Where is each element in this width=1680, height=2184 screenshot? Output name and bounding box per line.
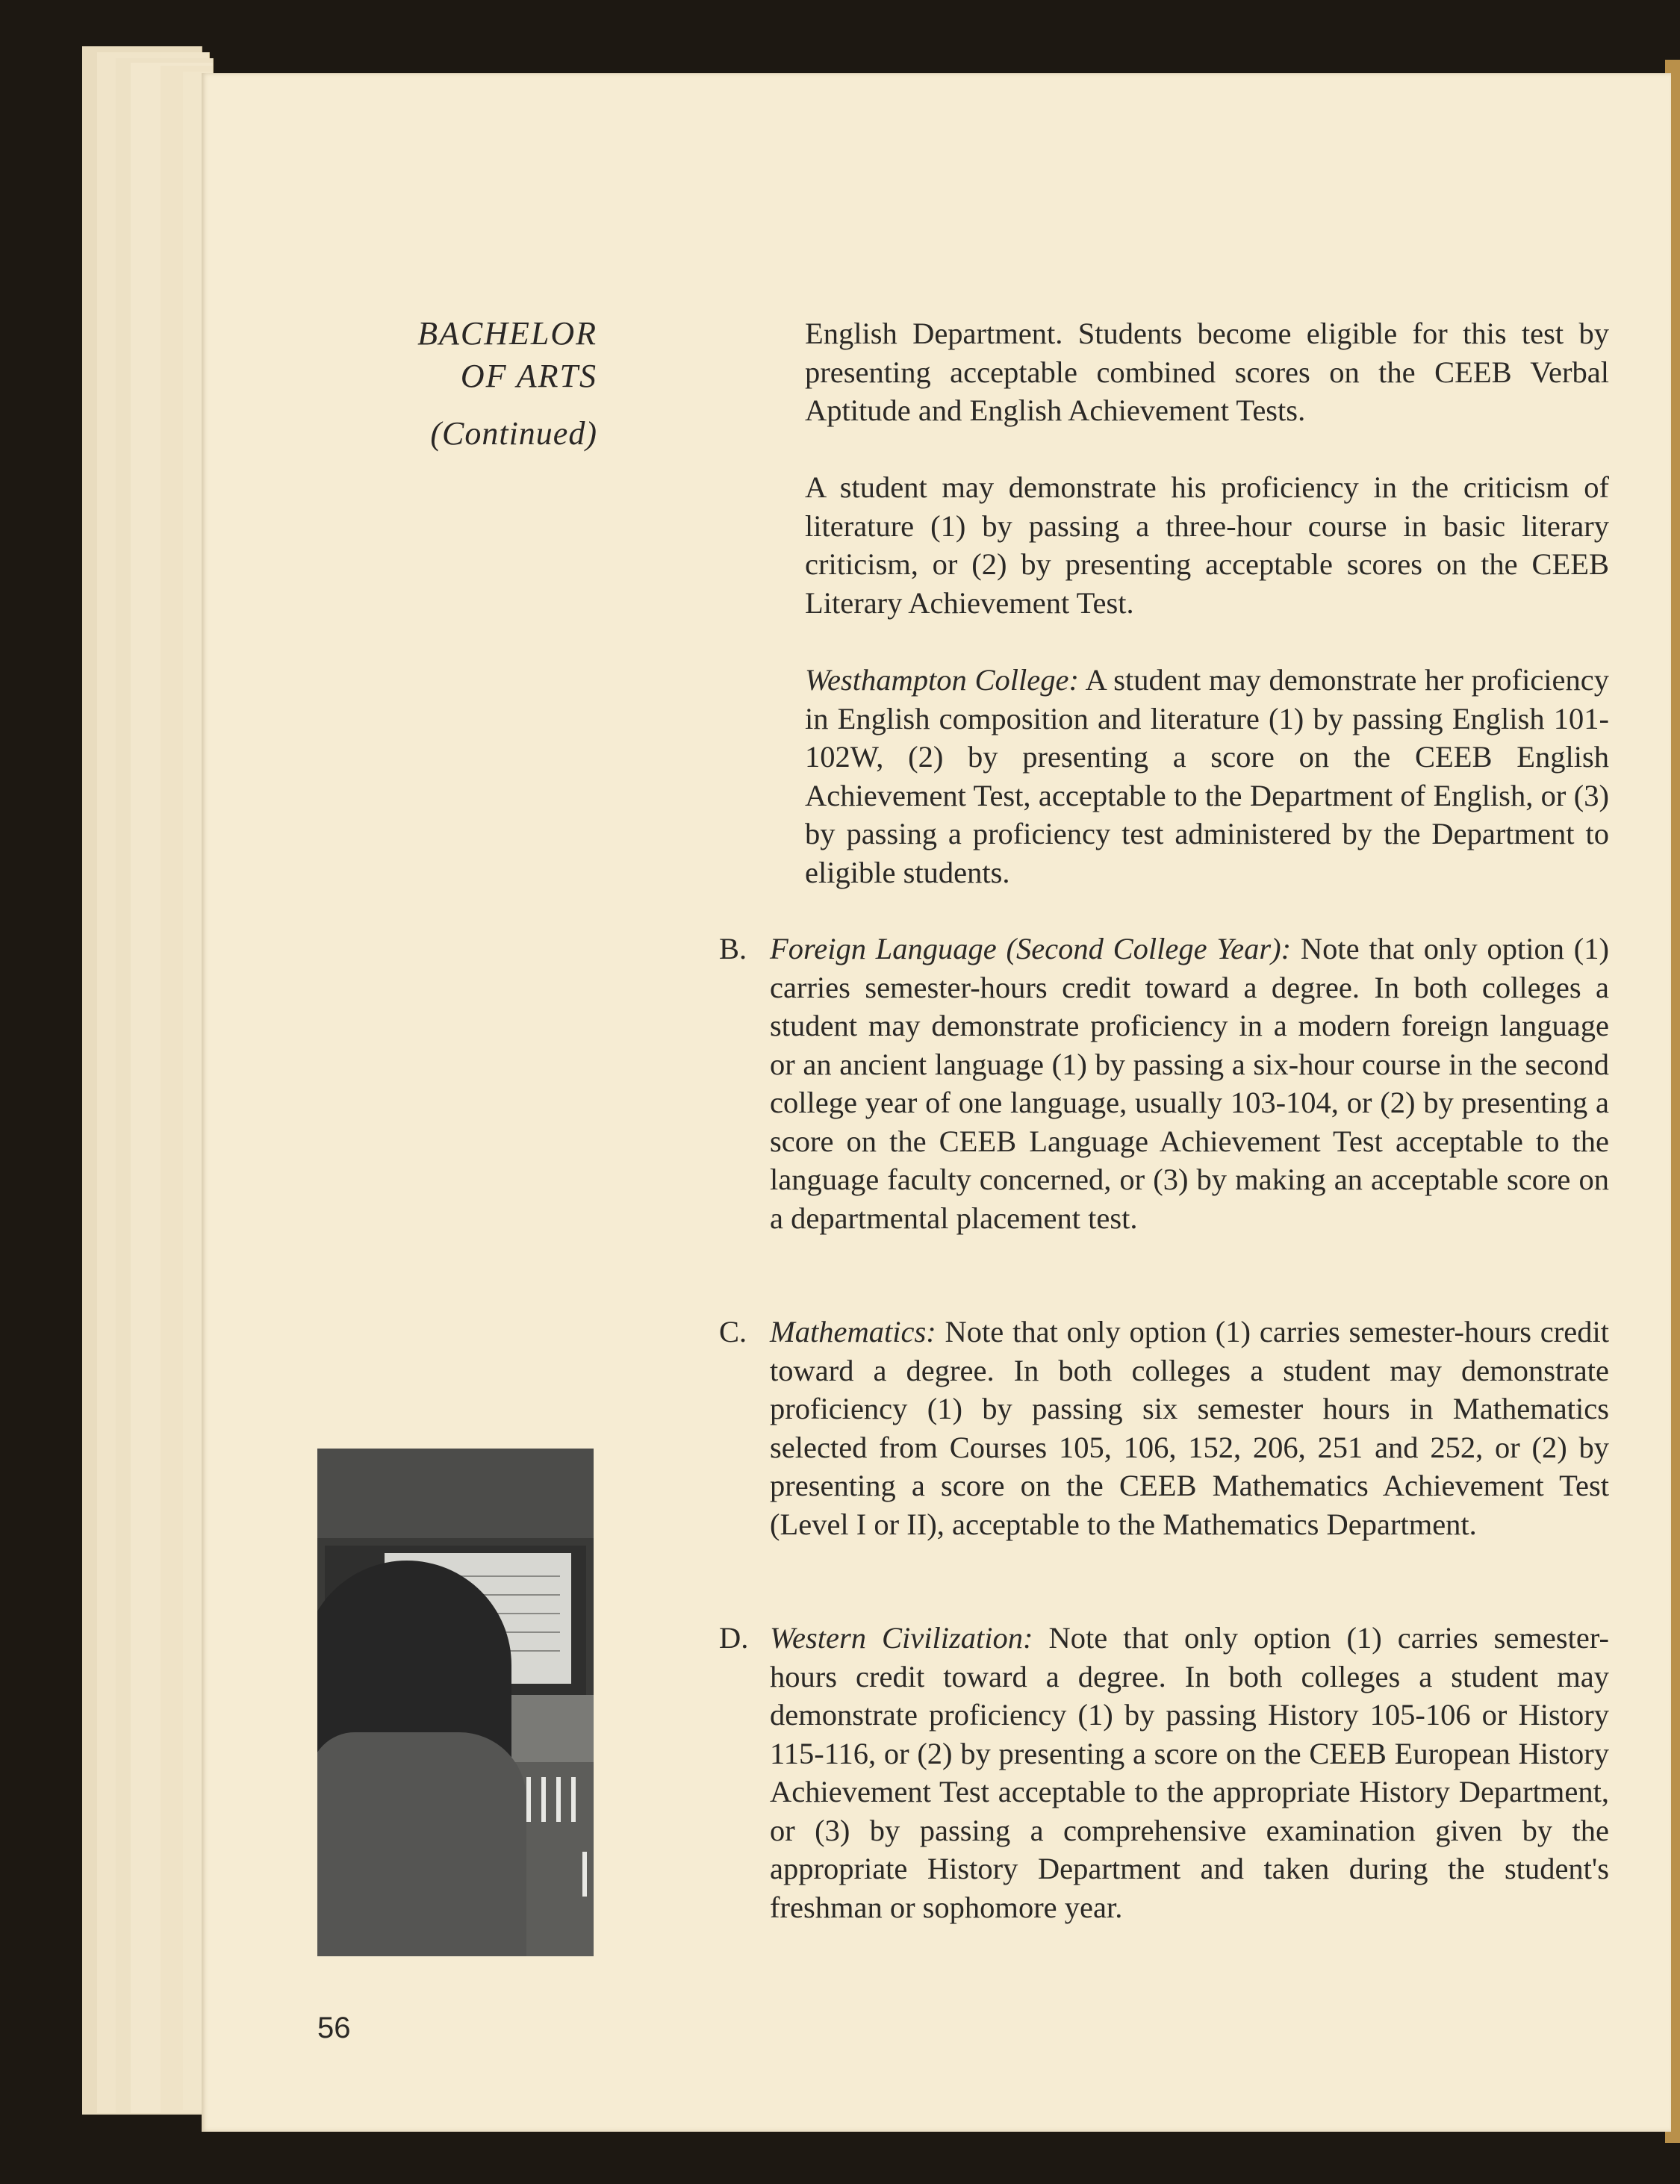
item-text: Note that only option (1) carries semester-hours credit toward a degree. In both colleges a student may demonstrate proficiency (1) by passing History 105-106 or History 115-116, or (2) by presenting a score on the CEEB European History Achievement Test acceptable to the appropriate History Department, or (3) by passing a comprehensive examination given by the appropriate History Department and taken during the student's freshman or sophomore year. [770, 1621, 1610, 1924]
heading-line: BACHELOR [417, 315, 597, 352]
item-label: Western Civilization: [770, 1621, 1033, 1655]
item-letter: B. [719, 932, 747, 965]
westhampton-text: A student may demonstrate her proficiency in English composition and literature (1) by passing English 101-102W, (2) by presenting a score on the CEEB English Achievement Test, acceptable to the Department of English, or (3) by passing a proficiency test administered by the Department to eligible students. [805, 663, 1609, 889]
westhampton-paragraph [805, 661, 1609, 892]
item-label: Mathematics: [770, 1315, 936, 1348]
item-letter: D. [719, 1621, 749, 1655]
paragraph [805, 468, 1609, 622]
photo-person-back [317, 1732, 526, 1956]
photo-wall [317, 1449, 594, 1538]
list-item [719, 1619, 1609, 1926]
organ-player-photo [317, 1449, 594, 1956]
paragraph-text: English Department. Students become eligible for this test by presenting acceptable combined scores on the CEEB Verbal Aptitude and English Achievement Tests. [805, 317, 1609, 427]
item-letter: C. [719, 1315, 747, 1348]
item-label: Foreign Language (Second College Year): [770, 932, 1292, 965]
heading-continued: (Continued) [430, 415, 597, 452]
page-number: 56 [317, 2012, 351, 2044]
list-item [719, 930, 1609, 1237]
list-item [719, 1313, 1609, 1543]
paragraph-text: A student may demonstrate his proficiency in the criticism of literature (1) by passing a three-hour course in basic literary criticism, or (2) by presenting acceptable scores on the CEEB Literary Achievement Test. [805, 470, 1609, 620]
item-text: Note that only option (1) carries semester-hours credit toward a degree. In both colleges a student may demonstrate proficiency in a modern foreign language or an ancient language (1) by passing a six-hour course in the second college year of one language, usually 103-104, or (2) by presenting a score on the CEEB Language Achievement Test acceptable to the language faculty concerned, or (3) by making an acceptable score on a departmental placement test. [770, 932, 1610, 1235]
item-text: Note that only option (1) carries semester-hours credit toward a degree. In both colleges a student may demonstrate proficiency (1) by passing six semester hours in Mathematics selected from Courses 105, 106, 152, 206, 251 and 252, or (2) by presenting a score on the CEEB Mathematics Achievement Test (Level I or II), acceptable to the Mathematics Department. [770, 1315, 1609, 1541]
westhampton-label: Westhampton College: [805, 663, 1079, 697]
section-heading [373, 312, 597, 455]
heading-line: OF ARTS [460, 358, 597, 394]
paragraph [805, 314, 1609, 430]
